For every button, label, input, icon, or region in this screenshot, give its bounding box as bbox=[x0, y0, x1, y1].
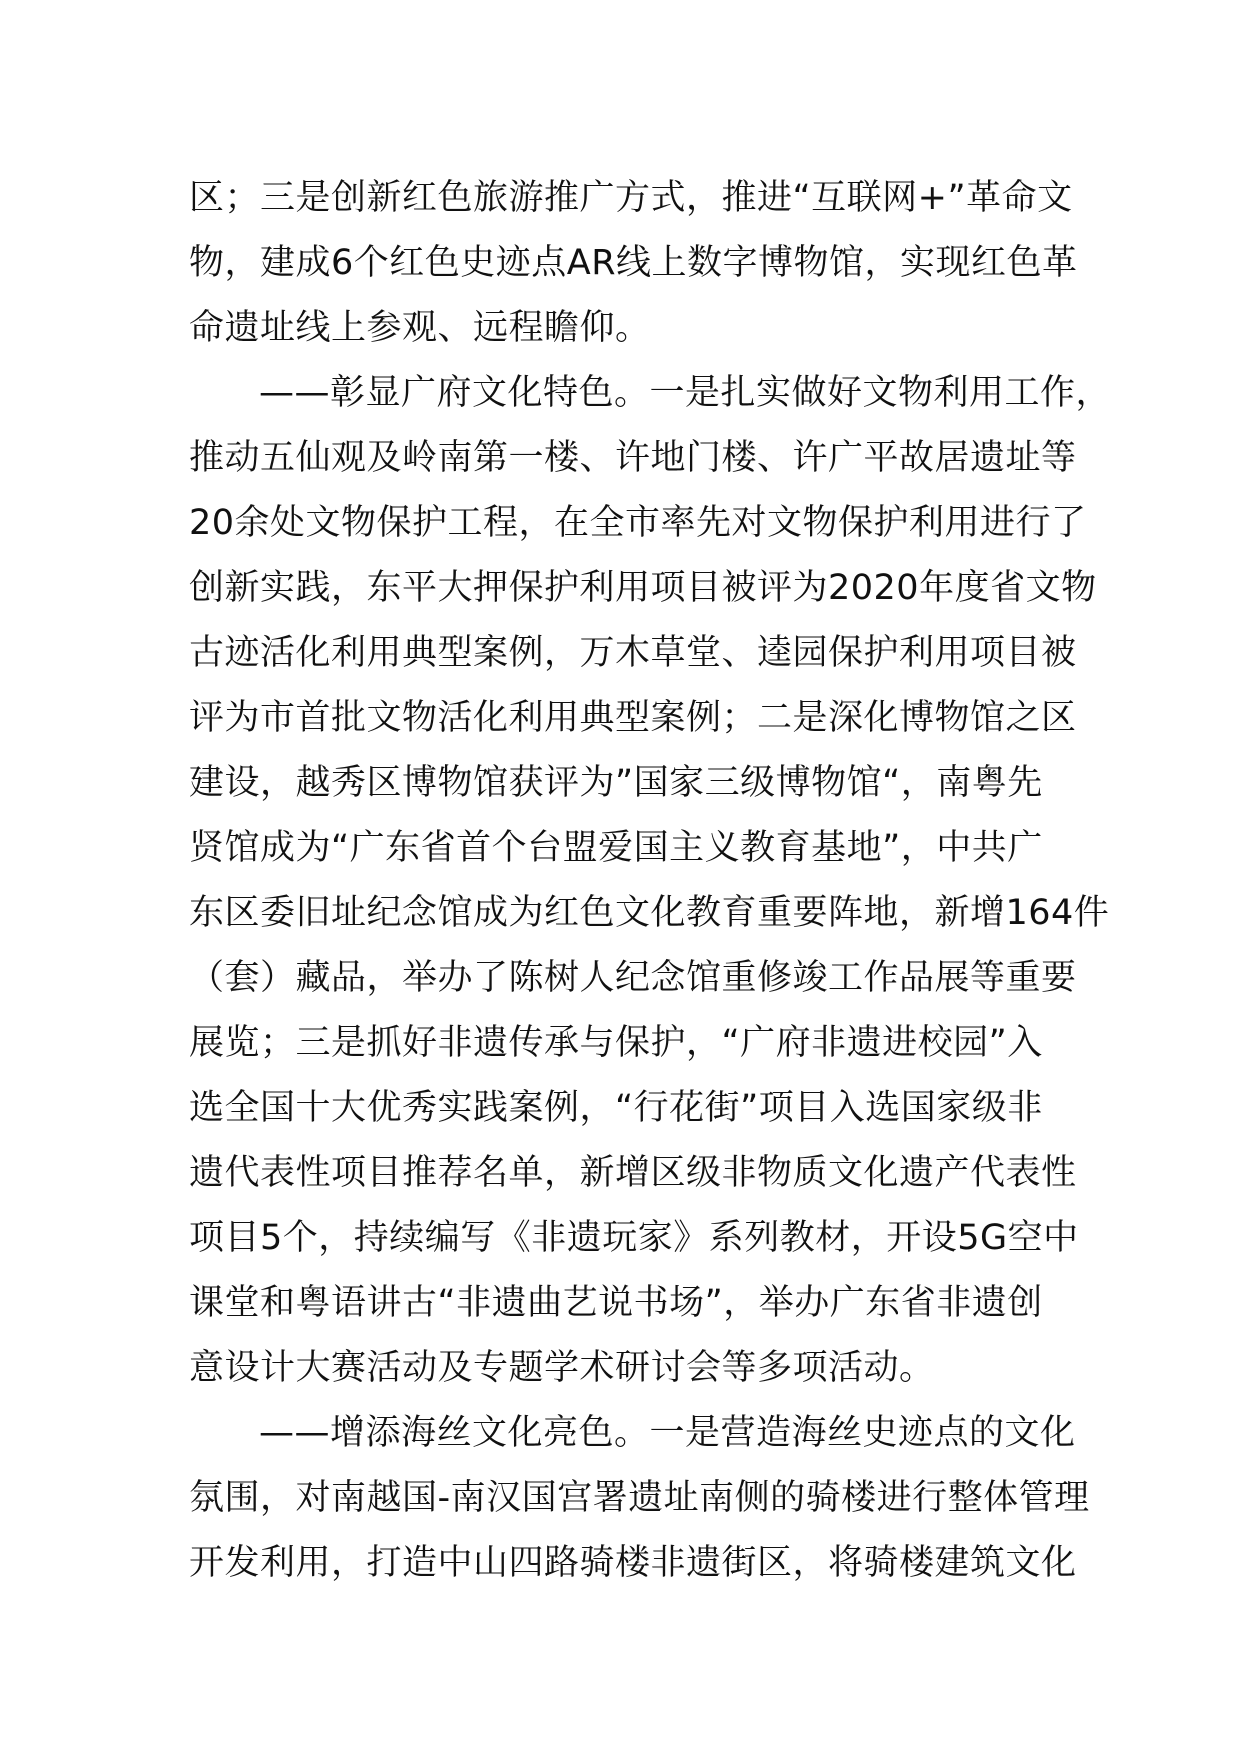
text-line: 开发利用，打造中山四路骑楼非遗街区，将骑楼建筑文化 bbox=[189, 1543, 1077, 1583]
text-line: 命遗址线上参观、远程瞻仰。 bbox=[189, 308, 651, 348]
text-line: 推动五仙观及岭南第一楼、许地门楼、许广平故居遗址等 bbox=[189, 438, 1077, 478]
text-line: 贤馆成为“广东省首个台盟爱国主义教育基地”，中共广 bbox=[189, 828, 1043, 868]
text-line: 物，建成6个红色史迹点AR线上数字博物馆，实现红色革 bbox=[189, 243, 1078, 283]
text-line: 20余处文物保护工程，在全市率先对文物保护利用进行了 bbox=[189, 503, 1087, 543]
text-line: 项目5个，持续编写《非遗玩家》系列教材，开设5G空中 bbox=[189, 1218, 1079, 1258]
text-line: 氛围，对南越国-南汉国宫署遗址南侧的骑楼进行整体管理 bbox=[189, 1478, 1090, 1518]
text-line: 选全国十大优秀实践案例，“行花街”项目入选国家级非 bbox=[189, 1088, 1043, 1128]
document-body bbox=[189, 166, 1112, 1596]
text-line: 区；三是创新红色旅游推广方式，推进“互联网+”革命文 bbox=[189, 178, 1073, 218]
text-line: 遗代表性项目推荐名单，新增区级非物质文化遗产代表性 bbox=[189, 1153, 1077, 1193]
text-line: 展览；三是抓好非遗传承与保护，“广府非遗进校园”入 bbox=[189, 1023, 1043, 1063]
paragraph-heading-line: ——彰显广府文化特色。一是扎实做好文物利用工作， bbox=[259, 373, 1112, 413]
text-line: 评为市首批文物活化利用典型案例；二是深化博物馆之区 bbox=[189, 698, 1077, 738]
text-line: 古迹活化利用典型案例，万木草堂、逵园保护利用项目被 bbox=[189, 633, 1077, 673]
text-line: 创新实践，东平大押保护利用项目被评为2020年度省文物 bbox=[189, 568, 1097, 608]
text-line: 意设计大赛活动及专题学术研讨会等多项活动。 bbox=[189, 1348, 935, 1388]
text-line: 课堂和粤语讲古“非遗曲艺说书场”，举办广东省非遗创 bbox=[189, 1283, 1043, 1323]
text-line: （套）藏品，举办了陈树人纪念馆重修竣工作品展等重要 bbox=[189, 958, 1077, 998]
text-line: 东区委旧址纪念馆成为红色文化教育重要阵地，新增164件 bbox=[189, 893, 1110, 933]
text-line: 建设，越秀区博物馆获评为”国家三级博物馆“，南粤先 bbox=[189, 763, 1043, 803]
paragraph-heading-line: ——增添海丝文化亮色。一是营造海丝史迹点的文化 bbox=[259, 1413, 1076, 1453]
